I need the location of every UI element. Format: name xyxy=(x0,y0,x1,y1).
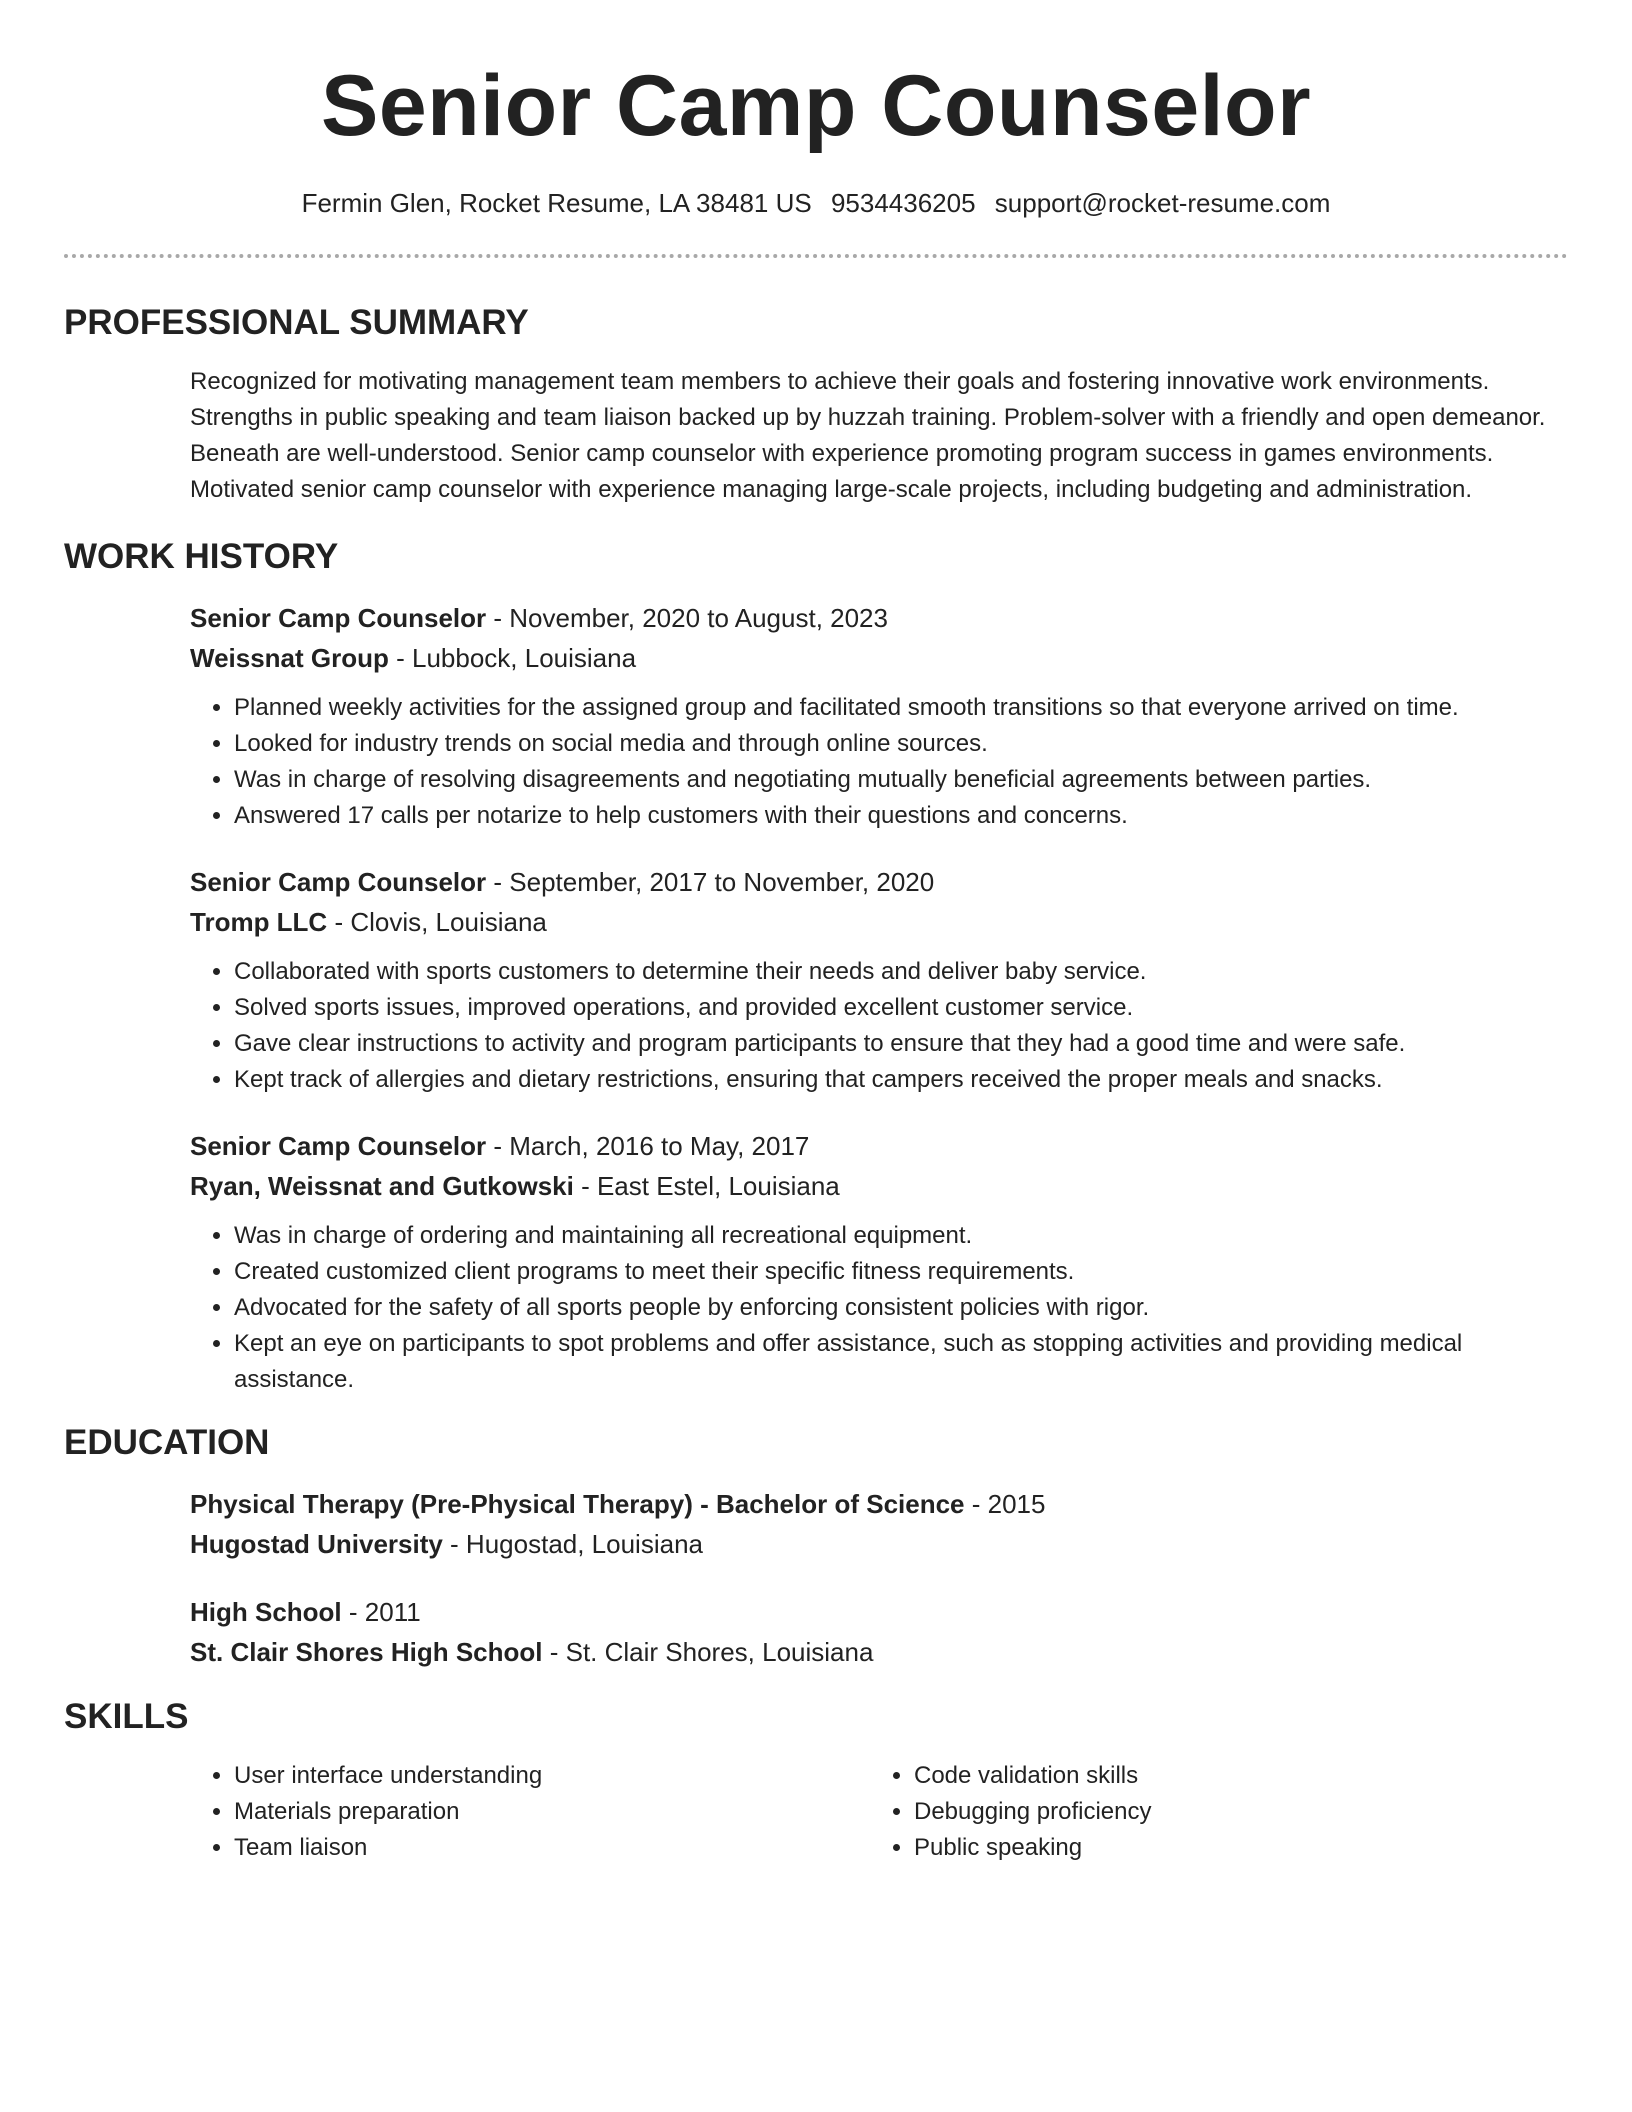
school-location: - Hugostad, Louisiana xyxy=(442,1529,703,1559)
address-text: Fermin Glen, Rocket Resume, LA 38481 US xyxy=(301,188,812,218)
work-history-heading: WORK HISTORY xyxy=(64,537,339,576)
skill-item: • Materials preparation xyxy=(234,1794,870,1830)
skill-item: • Public speaking xyxy=(914,1830,1550,1866)
job-location: - East Estel, Louisiana xyxy=(573,1171,840,1201)
summary-heading: PROFESSIONAL SUMMARY xyxy=(64,303,529,342)
skills-column-right xyxy=(870,1758,1550,1866)
job-dates: - September, 2017 to November, 2020 xyxy=(486,867,935,897)
job-company: Ryan, Weissnat and Gutkowski xyxy=(190,1171,574,1201)
degree-name: Physical Therapy (Pre-Physical Therapy) - Bachelor of Science xyxy=(190,1489,965,1519)
job-role-line xyxy=(190,862,1568,902)
phone-text: 9534436205 xyxy=(830,188,976,218)
duty-item: • Was in charge of ordering and maintaining all recreational equipment. xyxy=(234,1218,1568,1254)
summary-text: Recognized for motivating management team members to achieve their goals and fostering innovative work environments. Strengths in public speaking and team liaison backed up by huzzah training. Problem-solver with a friendly and open demeanor. Beneath are well-understood. Senior camp counselor with experience promoting program success in games environments. Motivated senior camp counselor with experience managing large-scale projects, including budgeting and administration. xyxy=(190,368,1546,503)
job-duties xyxy=(190,690,1568,834)
duty-item: • Gave clear instructions to activity and program participants to ensure that they had a good time and were safe. xyxy=(234,1026,1568,1062)
duty-item: • Collaborated with sports customers to determine their needs and deliver baby service. xyxy=(234,954,1568,990)
job-entry xyxy=(190,598,1568,834)
skills-list-right xyxy=(870,1758,1550,1866)
degree-name: High School xyxy=(190,1597,342,1627)
email-text: support@rocket-resume.com xyxy=(994,188,1331,218)
job-location: - Clovis, Louisiana xyxy=(327,907,547,937)
duty-item: • Created customized client programs to meet their specific fitness requirements. xyxy=(234,1254,1568,1290)
education-body xyxy=(190,1484,1568,1672)
skill-item: • Debugging proficiency xyxy=(914,1794,1550,1830)
job-role: Senior Camp Counselor xyxy=(190,867,487,897)
header-divider xyxy=(64,254,1568,258)
skills-list-left xyxy=(190,1758,870,1866)
duty-item: • Solved sports issues, improved operations, and provided excellent customer service. xyxy=(234,990,1568,1026)
skills-column-left xyxy=(190,1758,870,1866)
job-entry xyxy=(190,862,1568,1098)
job-company-line xyxy=(190,1166,1568,1206)
job-company: Tromp LLC xyxy=(190,907,328,937)
skills-body xyxy=(190,1758,1568,1866)
job-role: Senior Camp Counselor xyxy=(190,603,487,633)
job-role-line xyxy=(190,598,1568,638)
contact-line xyxy=(64,186,1568,220)
education-entry xyxy=(190,1592,1568,1672)
skill-item: • Code validation skills xyxy=(914,1758,1550,1794)
education-heading: EDUCATION xyxy=(64,1423,270,1462)
job-company-line xyxy=(190,902,1568,942)
summary-section xyxy=(64,302,1568,508)
degree-year: - 2015 xyxy=(964,1489,1046,1519)
work-history-section xyxy=(64,536,1568,1398)
duty-item: • Planned weekly activities for the assigned group and facilitated smooth transitions so that everyone arrived on time. xyxy=(234,690,1568,726)
skill-item: • User interface understanding xyxy=(234,1758,870,1794)
skills-heading: SKILLS xyxy=(64,1697,189,1736)
job-location: - Lubbock, Louisiana xyxy=(388,643,637,673)
job-entry xyxy=(190,1126,1568,1398)
duty-item: • Looked for industry trends on social media and through online sources. xyxy=(234,726,1568,762)
duty-item: • Answered 17 calls per notarize to help customers with their questions and concerns. xyxy=(234,798,1568,834)
skills-section xyxy=(64,1696,1568,1866)
job-company: Weissnat Group xyxy=(190,643,389,673)
duty-item: • Was in charge of resolving disagreements and negotiating mutually beneficial agreements between parties. xyxy=(234,762,1568,798)
school-line xyxy=(190,1632,1568,1672)
education-section xyxy=(64,1422,1568,1672)
job-duties xyxy=(190,1218,1568,1398)
school-name: Hugostad University xyxy=(190,1529,443,1559)
duty-item: • Kept track of allergies and dietary restrictions, ensuring that campers received the proper meals and snacks. xyxy=(234,1062,1568,1098)
job-company-line xyxy=(190,638,1568,678)
job-duties xyxy=(190,954,1568,1098)
summary-body xyxy=(190,364,1568,508)
skill-item: • Team liaison xyxy=(234,1830,870,1866)
degree-line xyxy=(190,1484,1568,1524)
school-line xyxy=(190,1524,1568,1564)
candidate-title: Senior Camp Counselor xyxy=(320,58,1312,154)
degree-year: - 2011 xyxy=(341,1597,421,1627)
job-dates: - March, 2016 to May, 2017 xyxy=(486,1131,810,1161)
job-role: Senior Camp Counselor xyxy=(190,1131,487,1161)
work-history-body xyxy=(190,598,1568,1398)
resume-header xyxy=(64,0,1568,258)
school-location: - St. Clair Shores, Louisiana xyxy=(542,1637,874,1667)
degree-line xyxy=(190,1592,1568,1632)
job-role-line xyxy=(190,1126,1568,1166)
duty-item: • Kept an eye on participants to spot problems and offer assistance, such as stopping activities and providing medical assistance. xyxy=(234,1326,1568,1398)
duty-item: • Advocated for the safety of all sports people by enforcing consistent policies with rigor. xyxy=(234,1290,1568,1326)
job-dates: - November, 2020 to August, 2023 xyxy=(486,603,888,633)
education-entry xyxy=(190,1484,1568,1564)
school-name: St. Clair Shores High School xyxy=(190,1637,543,1667)
